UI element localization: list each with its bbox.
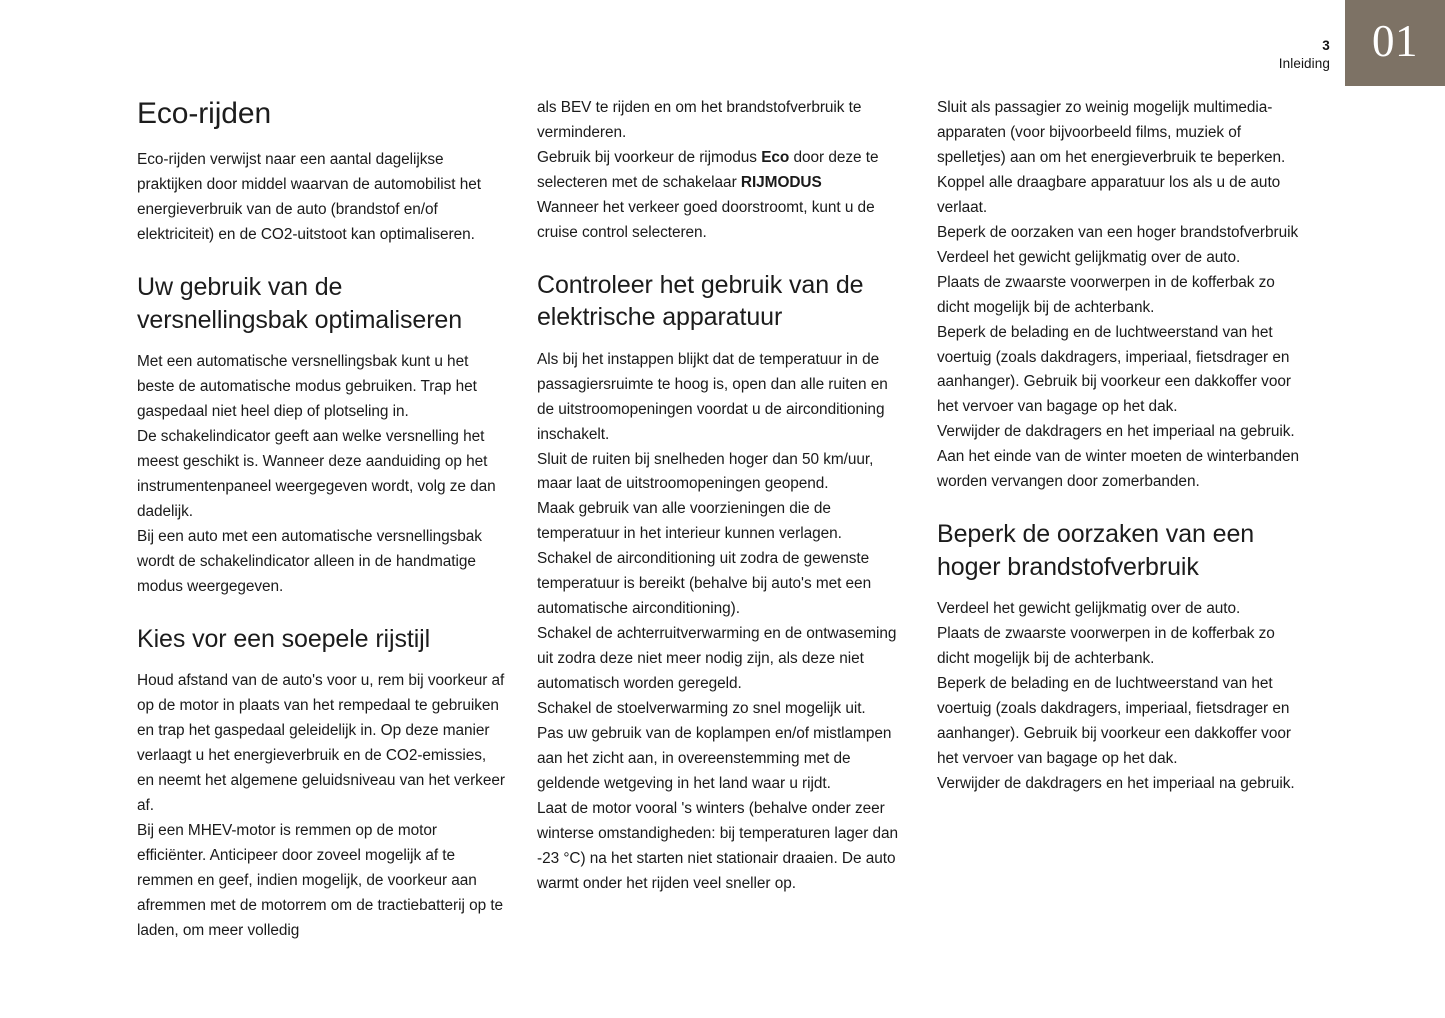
- body-paragraph: Schakel de stoelverwarming zo snel mogelijk uit.: [537, 700, 866, 718]
- body-paragraph: Met een automatische versnellingsbak kunt u het beste de automatische modus gebruiken. Trap het gaspedaal niet heel diep of plotseling in.: [137, 353, 477, 421]
- section-name: Inleiding: [1278, 55, 1330, 71]
- page-number: 3: [1322, 38, 1330, 53]
- body-paragraph: Bij een MHEV-motor is remmen op de motor efficiënter. Anticipeer door zoveel mogelijk af te remmen en geef, indien mogelijk, de voorkeur aan afremmen met de motorrem om de tractiebatterij op te laden, om meer volledig: [137, 821, 504, 939]
- body-paragraph: Beperk de belading en de luchtweerstand van het voertuig (zoals dakdragers, imperiaal, fietsdrager en aanhanger). Gebruik bij voorkeur een dakkoffer voor het vervoer van bagage op het dak.: [937, 323, 1291, 416]
- body-paragraph: Als bij het instappen blijkt dat de temperatuur in de passagiersruimte te hoog is, open dan alle ruiten en de uitstroomopeningen voordat u de airconditioning inschakelt.: [537, 350, 888, 443]
- body-paragraph: Maak gebruik van alle voorzieningen die de temperatuur in het interieur kunnen verlagen.: [537, 500, 842, 543]
- body-paragraph: Sluit als passagier zo weinig mogelijk multimedia-apparaten (voor bijvoorbeeld films, muziek of spelletjes) aan om het energieverbruik te beperken.: [937, 99, 1286, 166]
- body-paragraph: Wanneer het verkeer goed doorstroomt, kunt u de cruise control selecteren.: [537, 198, 875, 241]
- body-paragraph: Plaats de zwaarste voorwerpen in de kofferbak zo dicht mogelijk bij de achterbank.: [937, 273, 1275, 316]
- emphasized-term: RIJMODUS: [740, 173, 822, 191]
- body-paragraph: De schakelindicator geeft aan welke versnelling het meest geschikt is. Wanneer deze aanduiding op het instrumentenpaneel weergegeven wordt, volg ze dan dadelijk.: [137, 428, 496, 520]
- section-heading: Uw gebruik van de versnellingsbak optimaliseren: [137, 273, 463, 334]
- body-paragraph: Beperk de oorzaken van een hoger brandstofverbruik: [937, 223, 1299, 241]
- body-paragraph: Verwijder de dakdragers en het imperiaal na gebruik.: [937, 774, 1295, 792]
- section-heading: Beperk de oorzaken van een hoger brandstofverbruik: [937, 520, 1255, 581]
- body-paragraph: [537, 146, 907, 196]
- body-paragraph: Laat de motor vooral 's winters (behalve onder zeer winterse omstandigheden: bij temperaturen lager dan -23 °C) na het starten niet stationair draaien. De auto warmt onder het rijden veel sneller op.: [537, 799, 899, 892]
- text-column-1: [137, 96, 507, 944]
- section-heading: Kies vor een soepele rijstijl: [137, 624, 431, 653]
- section-heading: Controleer het gebruik van de elektrische apparatuur: [537, 270, 864, 332]
- chapter-badge: [1345, 0, 1445, 86]
- body-paragraph: Plaats de zwaarste voorwerpen in de kofferbak zo dicht mogelijk bij de achterbank.: [937, 625, 1275, 668]
- text-column-3: [937, 96, 1307, 797]
- body-paragraph: Eco-rijden verwijst naar een aantal dagelijkse praktijken door middel waarvan de automobilist het energieverbruik van de auto (brandstof en/of elektriciteit) en de CO2-uitstoot kan optimaliseren.: [137, 151, 481, 244]
- body-paragraph: Pas uw gebruik van de koplampen en/of mistlampen aan het zicht aan, in overeenstemming met de geldende wetgeving in het land waar u rijdt.: [537, 725, 892, 792]
- body-paragraph: Houd afstand van de auto's voor u, rem bij voorkeur af op de motor in plaats van het rempedaal te gebruiken en trap het gaspedaal geleidelijk in. Op deze manier verlaagt u het energieverbruik en de CO2-emissies, en neemt het algemene geluidsniveau van het verkeer af.: [137, 672, 505, 814]
- header-meta: [1279, 38, 1330, 73]
- body-paragraph: als BEV te rijden en om het brandstofverbruik te verminderen.: [537, 99, 862, 141]
- body-paragraph: Sluit de ruiten bij snelheden hoger dan 50 km/uur, maar laat de uitstroomopeningen geopend.: [537, 450, 874, 493]
- emphasized-term: Eco: [761, 148, 790, 166]
- body-paragraph: Schakel de achterruitverwarming en de ontwaseming uit zodra deze niet meer nodig zijn, als deze niet automatisch worden geregeld.: [537, 625, 897, 693]
- body-paragraph: Koppel alle draagbare apparatuur los als u de auto verlaat.: [937, 173, 1281, 216]
- body-paragraph: Verdeel het gewicht gelijkmatig over de auto.: [937, 248, 1241, 266]
- page-header: [0, 0, 1445, 86]
- body-paragraph: Bij een auto met een automatische versnellingsbak wordt de schakelindicator alleen in de handmatige modus weergegeven.: [137, 527, 482, 595]
- page-title: Eco-rijden: [137, 97, 272, 130]
- text-column-2: [537, 96, 907, 897]
- paragraph-text-run: door deze te selecteren met de schakelaar: [537, 148, 879, 191]
- content-columns: [137, 96, 1317, 944]
- body-paragraph: Beperk de belading en de luchtweerstand van het voertuig (zoals dakdragers, imperiaal, fietsdrager en aanhanger). Gebruik bij voorkeur een dakkoffer voor het vervoer van bagage op het dak.: [937, 675, 1291, 767]
- body-paragraph: Verdeel het gewicht gelijkmatig over de auto.: [937, 600, 1241, 618]
- body-paragraph: Verwijder de dakdragers en het imperiaal na gebruik.: [937, 423, 1295, 441]
- body-paragraph: Aan het einde van de winter moeten de winterbanden worden vervangen door zomerbanden.: [937, 448, 1299, 491]
- paragraph-text-run: Gebruik bij voorkeur de rijmodus: [537, 148, 762, 166]
- chapter-number: 01: [1372, 15, 1418, 66]
- body-paragraph: Schakel de airconditioning uit zodra de gewenste temperatuur is bereikt (behalve bij auto's met een automatische airconditioning).: [537, 550, 872, 618]
